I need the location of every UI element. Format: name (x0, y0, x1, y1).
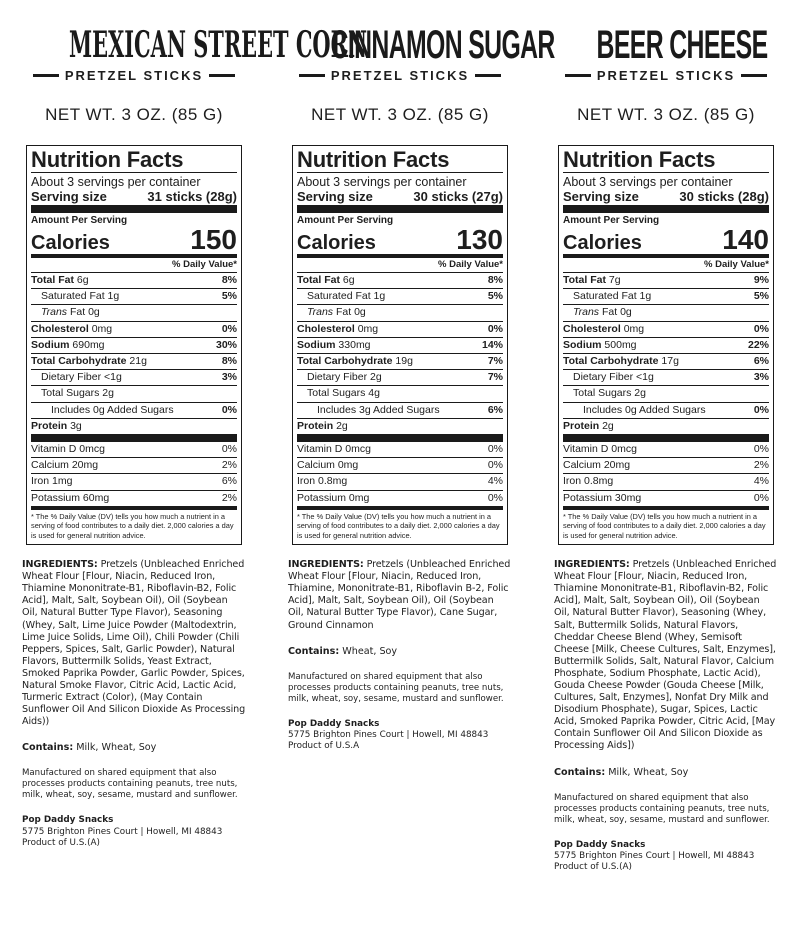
calories-value: 140 (722, 224, 769, 255)
nutrient-row (31, 386, 237, 402)
nutrient-amount: 6g (342, 274, 355, 286)
serving-size-label: Serving size (563, 189, 639, 204)
nutrient-name: Trans (41, 306, 68, 319)
nutrient-row (563, 322, 769, 338)
product-origin: Product of U.S.(A) (22, 838, 100, 849)
shared-equipment-notice: Manufactured on shared equipment that also processes products containing peanuts, tree nuts, milk, wheat, soy, sesame, mustard and sunflower. (22, 768, 238, 801)
daily-value-header: % Daily Value* (297, 258, 503, 273)
nutrient-daily-value: 9% (753, 274, 769, 286)
nutrient-amount: 0mg (623, 322, 645, 335)
product-origin: Product of U.S.A (288, 741, 360, 752)
ingredients (22, 559, 246, 728)
nutrient-name-cell (31, 338, 105, 353)
nutrient-name-cell (297, 305, 366, 320)
nutrient-row (563, 370, 769, 386)
vitamin-name: Iron 1mg (31, 475, 73, 488)
nutrient-amount: 7g (608, 274, 621, 286)
nutrient-daily-value: 0% (221, 403, 237, 416)
nutrient-name-cell (563, 289, 651, 304)
ingredients-text: Pretzels (Unbleached Enriched Wheat Flour [Flour, Niacin, Reduced Iron, Thiamine Mononitrate-B1, Riboflavin-B2, Folic Acid], Malt, Salt, Soybean Oil), Oil (Soybean Oil, Natural Butter Type Flavor), Seasoning (Whey, Salt, Lime Juice Powder (Maltodextrin, Lime Juice Solids, Lime Oil), Chili Powder (Chili Peppers, Spices, Salt, Garlic Powder), Natural Flavors, Buttermilk Solids, Yeast Extract, Smoked Paprika Powder, Garlic Powder, Spices, Natural Smoke Flavor, Citric Acid, Lactic Acid, Turmeric Extract (Color), (May Contain Sunflower Oil And Silicon Dioxide As Processing Aids)) (22, 559, 246, 728)
nutrient-row (563, 338, 769, 354)
nutrient-amount: 19g (395, 355, 413, 368)
company-info (554, 840, 778, 874)
nutrient-name-cell (563, 370, 654, 385)
nutrient-name-cell (563, 273, 621, 288)
servings-per-container: About 3 servings per container (31, 172, 237, 189)
calories-value: 130 (456, 224, 503, 255)
nutrient-amount: 21g (129, 355, 147, 368)
vitamin-row (297, 491, 503, 510)
serving-size-value: 30 sticks (28g) (679, 189, 769, 204)
vitamin-daily-value: 0% (753, 443, 769, 456)
nutrient-name: Protein (563, 419, 600, 432)
nutrient-row (31, 273, 237, 289)
nutrient-name-cell (563, 322, 644, 337)
nutrient-amount: 2g (634, 387, 646, 400)
nutrient-name-cell (297, 403, 440, 418)
vitamin-row (297, 442, 503, 458)
nutrient-name-cell (297, 289, 385, 304)
nutrient-amount: 2g (102, 387, 114, 400)
contains-text: Milk, Wheat, Soy (608, 766, 689, 778)
nutrient-amount: 2g (370, 371, 382, 384)
nutrient-amount: 0mg (91, 322, 113, 335)
calories-label: Calories (31, 232, 110, 254)
nutrient-name: Total Sugars (307, 387, 366, 400)
nutrient-name-cell (31, 354, 147, 369)
daily-value-footnote: * The % Daily Value (DV) tells you how much a nutrient in a serving of food contributes to a daily diet. 2,000 calories a day is used for general nutrition advice. (563, 511, 766, 540)
nutrient-name-cell (31, 386, 114, 401)
vitamin-name: Iron 0.8mg (563, 475, 614, 488)
nutrient-row (31, 322, 237, 338)
nutrient-name-cell (297, 354, 413, 369)
nutrient-amount: Fat 0g (601, 306, 632, 319)
nutrient-name: Cholesterol (297, 322, 355, 335)
vitamin-daily-value: 0% (487, 459, 503, 472)
nutrient-name: Trans (573, 306, 600, 319)
nutrient-amount: 690mg (72, 338, 105, 351)
brand-header (288, 22, 555, 83)
contains-label: Contains: (288, 645, 340, 657)
nutrient-amount: 330mg (338, 338, 371, 351)
nutrient-amount: 1g (107, 290, 120, 303)
nutrient-name: Saturated Fat (41, 290, 105, 303)
nutrient-amount: 17g (661, 355, 679, 368)
nutrient-daily-value: 6% (753, 355, 769, 368)
nutrient-name: Includes 0g Added Sugars (583, 403, 706, 416)
nutrient-name: Cholesterol (563, 322, 621, 335)
divider-bar (209, 74, 235, 77)
nutrient-name: Dietary Fiber (41, 371, 102, 384)
vitamin-name: Vitamin D 0mcg (31, 443, 105, 456)
nutrient-amount: 4g (368, 387, 380, 400)
amount-per-serving: Amount Per Serving (31, 215, 128, 226)
daily-value-footnote: * The % Daily Value (DV) tells you how much a nutrient in a serving of food contributes to a daily diet. 2,000 calories a day is used for general nutrition advice. (297, 511, 500, 540)
net-weight: NET WT. 3 OZ. (85 G) (45, 105, 223, 124)
vitamin-row (297, 458, 503, 474)
vitamin-name: Potassium 30mg (563, 491, 642, 504)
vitamin-daily-value: 2% (221, 459, 237, 472)
nutrient-name-cell (297, 273, 355, 288)
ingredients (288, 559, 512, 632)
nutrient-name: Includes 3g Added Sugars (317, 403, 440, 416)
nutrient-daily-value: 6% (487, 403, 503, 416)
subtitle-row (554, 68, 778, 83)
amount-per-serving: Amount Per Serving (563, 215, 660, 226)
calories-row (31, 226, 237, 258)
nutrient-name-cell (563, 354, 679, 369)
flavor-title: MEXICAN STREET CORN (69, 24, 368, 66)
calories-label: Calories (563, 232, 642, 254)
net-weight: NET WT. 3 OZ. (85 G) (577, 105, 755, 124)
subtitle-row (22, 68, 246, 83)
vitamin-daily-value: 0% (487, 491, 503, 504)
nutrient-amount: 1g (373, 290, 386, 303)
vitamin-row (563, 474, 769, 490)
nutrient-row (297, 273, 503, 289)
nutrient-name-cell (31, 403, 174, 418)
vitamin-row (563, 491, 769, 510)
nutrient-amount: 3g (70, 419, 82, 432)
contains-label: Contains: (554, 766, 606, 778)
nutrient-row (31, 289, 237, 305)
nutrient-name: Total Fat (297, 274, 340, 286)
amount-per-serving: Amount Per Serving (297, 215, 394, 226)
vitamin-name: Calcium 20mg (563, 459, 631, 472)
brand-header (554, 22, 778, 83)
nutrient-name: Cholesterol (31, 322, 89, 335)
divider-bar (475, 74, 501, 77)
ingredients-text: Pretzels (Unbleached Enriched Wheat Flour [Flour, Niacin, Reduced Iron, Thiamine, Mononitrate-B1, Riboflavin B-2, Folic Acid], Malt, Salt, Soybean Oil), Oil (Soybean Oil, Natural Butter Type Flavor), Cane Sugar, Ground Cinnamon (288, 559, 511, 631)
nutrient-row (297, 386, 503, 402)
product-column-beer-cheese (554, 22, 778, 874)
company-info (22, 815, 246, 849)
nutrition-facts-panel (26, 145, 242, 545)
product-column-cinnamon-sugar (288, 22, 555, 753)
nutrient-row (563, 354, 769, 370)
contains-text: Wheat, Soy (342, 645, 398, 657)
nutrient-amount: Fat 0g (335, 306, 366, 319)
vitamin-daily-value: 0% (487, 443, 503, 456)
daily-value-footnote: * The % Daily Value (DV) tells you how much a nutrient in a serving of food contributes to a daily diet. 2,000 calories a day is used for general nutrition advice. (31, 511, 234, 540)
nutrient-name-cell (563, 419, 614, 434)
nutrient-row (297, 354, 503, 370)
nutrition-facts-title: Nutrition Facts (31, 147, 184, 172)
nutrient-name-cell (31, 370, 122, 385)
nutrient-amount: Fat 0g (69, 306, 100, 319)
vitamin-daily-value: 4% (487, 475, 503, 488)
nutrition-facts-panel (292, 145, 508, 545)
daily-value-header: % Daily Value* (563, 258, 769, 273)
nutrient-daily-value: 8% (487, 274, 503, 286)
calories-row (563, 226, 769, 258)
nutrient-row (563, 403, 769, 419)
nutrient-row (31, 338, 237, 354)
vitamin-daily-value: 2% (221, 491, 237, 504)
divider-bar (565, 74, 591, 77)
nutrient-name: Total Sugars (573, 387, 632, 400)
nutrient-daily-value: 7% (487, 355, 503, 368)
servings-per-container: About 3 servings per container (563, 172, 769, 189)
nutrient-daily-value: 0% (753, 403, 769, 416)
nutrient-name: Saturated Fat (573, 290, 637, 303)
nutrient-row (31, 370, 237, 386)
product-subtitle: PRETZEL STICKS (596, 68, 736, 83)
nutrient-row (31, 305, 237, 321)
nutrient-name: Total Carbohydrate (297, 355, 393, 368)
nutrient-daily-value: 8% (221, 355, 237, 368)
nutrient-amount: 2g (602, 419, 614, 432)
nutrient-name: Total Carbohydrate (563, 355, 659, 368)
nutrient-row (563, 289, 769, 305)
vitamin-row (563, 458, 769, 474)
nutrient-amount: 6g (76, 274, 89, 286)
nutrient-row (31, 419, 237, 442)
nutrient-amount: 0mg (357, 322, 379, 335)
nutrient-name: Sodium (563, 338, 602, 351)
nutrient-name: Total Fat (31, 274, 74, 286)
nutrient-row (31, 354, 237, 370)
nutrient-row (297, 338, 503, 354)
vitamin-daily-value: 2% (753, 459, 769, 472)
nutrient-amount: 500mg (604, 338, 637, 351)
flavor-title: CINNAMON SUGAR (330, 23, 555, 67)
nutrient-name: Total Fat (563, 274, 606, 286)
nutrient-row (297, 370, 503, 386)
calories-value: 150 (190, 224, 237, 255)
nutrient-name: Total Sugars (41, 387, 100, 400)
nutrient-name-cell (31, 289, 119, 304)
company-name: Pop Daddy Snacks (22, 815, 114, 826)
nutrient-daily-value: 14% (481, 338, 503, 351)
vitamin-name: Vitamin D 0mcg (297, 443, 371, 456)
nutrient-name: Dietary Fiber (307, 371, 368, 384)
company-address: 5775 Brighton Pines Court | Howell, MI 48843 (288, 730, 489, 741)
nutrient-name-cell (563, 386, 646, 401)
nutrient-name-cell (563, 403, 706, 418)
nutrient-daily-value: 7% (487, 371, 503, 384)
divider-bar (299, 74, 325, 77)
nutrient-daily-value: 0% (753, 322, 769, 335)
nutrition-facts-title: Nutrition Facts (297, 147, 450, 172)
ingredients (554, 559, 778, 753)
nutrient-daily-value: 0% (487, 322, 503, 335)
nutrient-name-cell (297, 322, 378, 337)
allergen-contains (554, 767, 778, 779)
ingredients-text: Pretzels (Unbleached Enriched Wheat Flour [Flour, Niacin, Reduced Iron, Thiamine Mononitrate-B1, Riboflavin-B2, Folic Acid], Malt, Salt, Soybean Oil), Oil (Soybean Oil, Natural Butter Flavor), Seasoning (Whey, Salt, Buttermilk Solids, Natural Flavors, Cheddar Cheese Blend (Whey, Semisoft Cheese [Milk, Cheese Cultures, Salt, Enzymes], Buttermilk Solids, Salt, Natural Flavor, Calcium Phosphate, Sodium Phosphate, Lactic Acid), Gouda Cheese Powder (Gouda Cheese [Milk, Cultures, Salt, Enzymes], Nonfat Dry Milk and Disodium Phosphate), Sugar, Spices, Lactic Acid, Smoked Paprika Powder, Citric Acid, [May Contain Sunflower Oil And Silicon Dioxide as Processing Aids]) (554, 559, 777, 752)
company-address: 5775 Brighton Pines Court | Howell, MI 48843 (554, 850, 755, 861)
shared-equipment-notice: Manufactured on shared equipment that also processes products containing peanuts, tree nuts, milk, wheat, soy, sesame, mustard and sunflower. (554, 792, 770, 825)
vitamin-name: Potassium 0mg (297, 491, 370, 504)
nutrient-name-cell (297, 370, 382, 385)
nutrient-name-cell (563, 305, 632, 320)
company-name: Pop Daddy Snacks (288, 718, 380, 729)
serving-size-label: Serving size (31, 189, 107, 204)
contains-label: Contains: (22, 742, 74, 754)
vitamin-row (31, 474, 237, 490)
nutrient-daily-value: 30% (215, 338, 237, 351)
company-address: 5775 Brighton Pines Court | Howell, MI 48843 (22, 826, 223, 837)
nutrient-name: Dietary Fiber (573, 371, 634, 384)
nutrient-amount: 1g (639, 290, 652, 303)
calories-label: Calories (297, 232, 376, 254)
vitamin-row (31, 491, 237, 510)
nutrient-name-cell (563, 338, 637, 353)
nutrient-row (563, 386, 769, 402)
nutrient-row (563, 273, 769, 289)
nutrient-name: Total Carbohydrate (31, 355, 127, 368)
daily-value-header: % Daily Value* (31, 258, 237, 273)
servings-per-container: About 3 servings per container (297, 172, 503, 189)
contains-text: Milk, Wheat, Soy (76, 742, 157, 754)
nutrient-name-cell (297, 338, 371, 353)
nutrient-name: Saturated Fat (307, 290, 371, 303)
nutrition-facts-title: Nutrition Facts (563, 147, 716, 172)
subtitle-row (288, 68, 512, 83)
ingredients-label: INGREDIENTS: (554, 559, 630, 571)
nutrient-daily-value: 5% (221, 290, 237, 303)
vitamin-daily-value: 0% (221, 443, 237, 456)
company-name: Pop Daddy Snacks (554, 839, 646, 850)
nutrient-name-cell (31, 322, 112, 337)
nutrient-name-cell (297, 386, 380, 401)
nutrient-name: Sodium (297, 338, 336, 351)
nutrient-row (297, 305, 503, 321)
nutrient-row (563, 305, 769, 321)
brand-header (22, 22, 368, 83)
nutrient-name-cell (31, 305, 100, 320)
nutrient-name: Trans (307, 306, 334, 319)
nutrient-name-cell (297, 419, 348, 434)
nutrient-name: Sodium (31, 338, 70, 351)
serving-size-row (563, 189, 769, 213)
net-weight: NET WT. 3 OZ. (85 G) (311, 105, 489, 124)
vitamin-name: Potassium 60mg (31, 491, 110, 504)
nutrition-facts-panel (558, 145, 774, 545)
serving-size-label: Serving size (297, 189, 373, 204)
serving-size-value: 31 sticks (28g) (147, 189, 237, 204)
vitamin-row (31, 458, 237, 474)
nutrient-daily-value: 5% (753, 290, 769, 303)
vitamin-name: Vitamin D 0mcg (563, 443, 637, 456)
nutrient-amount: <1g (104, 371, 122, 384)
nutrient-row (297, 289, 503, 305)
serving-size-row (31, 189, 237, 213)
shared-equipment-notice: Manufactured on shared equipment that also processes products containing peanuts, tree nuts, milk, wheat, soy, sesame, mustard and sunflower. (288, 671, 504, 704)
company-info (288, 719, 512, 753)
vitamin-name: Iron 0.8mg (297, 475, 348, 488)
vitamin-daily-value: 6% (221, 475, 237, 488)
allergen-contains (22, 742, 246, 754)
serving-size-row (297, 189, 503, 213)
nutrient-row (31, 403, 237, 419)
vitamin-row (31, 442, 237, 458)
nutrient-row (563, 419, 769, 442)
nutrient-daily-value: 3% (753, 371, 769, 384)
nutrient-row (297, 403, 503, 419)
ingredients-label: INGREDIENTS: (288, 559, 364, 571)
nutrient-name-cell (31, 419, 82, 434)
nutrient-row (297, 322, 503, 338)
nutrient-name: Protein (31, 419, 68, 432)
vitamin-name: Calcium 0mg (297, 459, 359, 472)
divider-bar (33, 74, 59, 77)
vitamin-daily-value: 0% (753, 491, 769, 504)
nutrient-amount: 2g (336, 419, 348, 432)
nutrient-amount: <1g (636, 371, 654, 384)
nutrient-name: Includes 0g Added Sugars (51, 403, 174, 416)
nutrient-daily-value: 3% (221, 371, 237, 384)
product-subtitle: PRETZEL STICKS (330, 68, 470, 83)
nutrient-daily-value: 5% (487, 290, 503, 303)
vitamin-row (563, 442, 769, 458)
nutrient-row (297, 419, 503, 442)
ingredients-label: INGREDIENTS: (22, 559, 98, 571)
divider-bar (741, 74, 767, 77)
flavor-title: BEER CHEESE (596, 23, 768, 67)
vitamin-row (297, 474, 503, 490)
vitamin-name: Calcium 20mg (31, 459, 99, 472)
product-origin: Product of U.S.(A) (554, 862, 632, 873)
product-subtitle: PRETZEL STICKS (64, 68, 204, 83)
nutrient-name: Protein (297, 419, 334, 432)
nutrient-daily-value: 0% (221, 322, 237, 335)
nutrient-name-cell (31, 273, 89, 288)
calories-row (297, 226, 503, 258)
vitamin-daily-value: 4% (753, 475, 769, 488)
nutrient-daily-value: 8% (221, 274, 237, 286)
serving-size-value: 30 sticks (27g) (413, 189, 503, 204)
nutrient-daily-value: 22% (747, 338, 769, 351)
allergen-contains (288, 646, 512, 658)
